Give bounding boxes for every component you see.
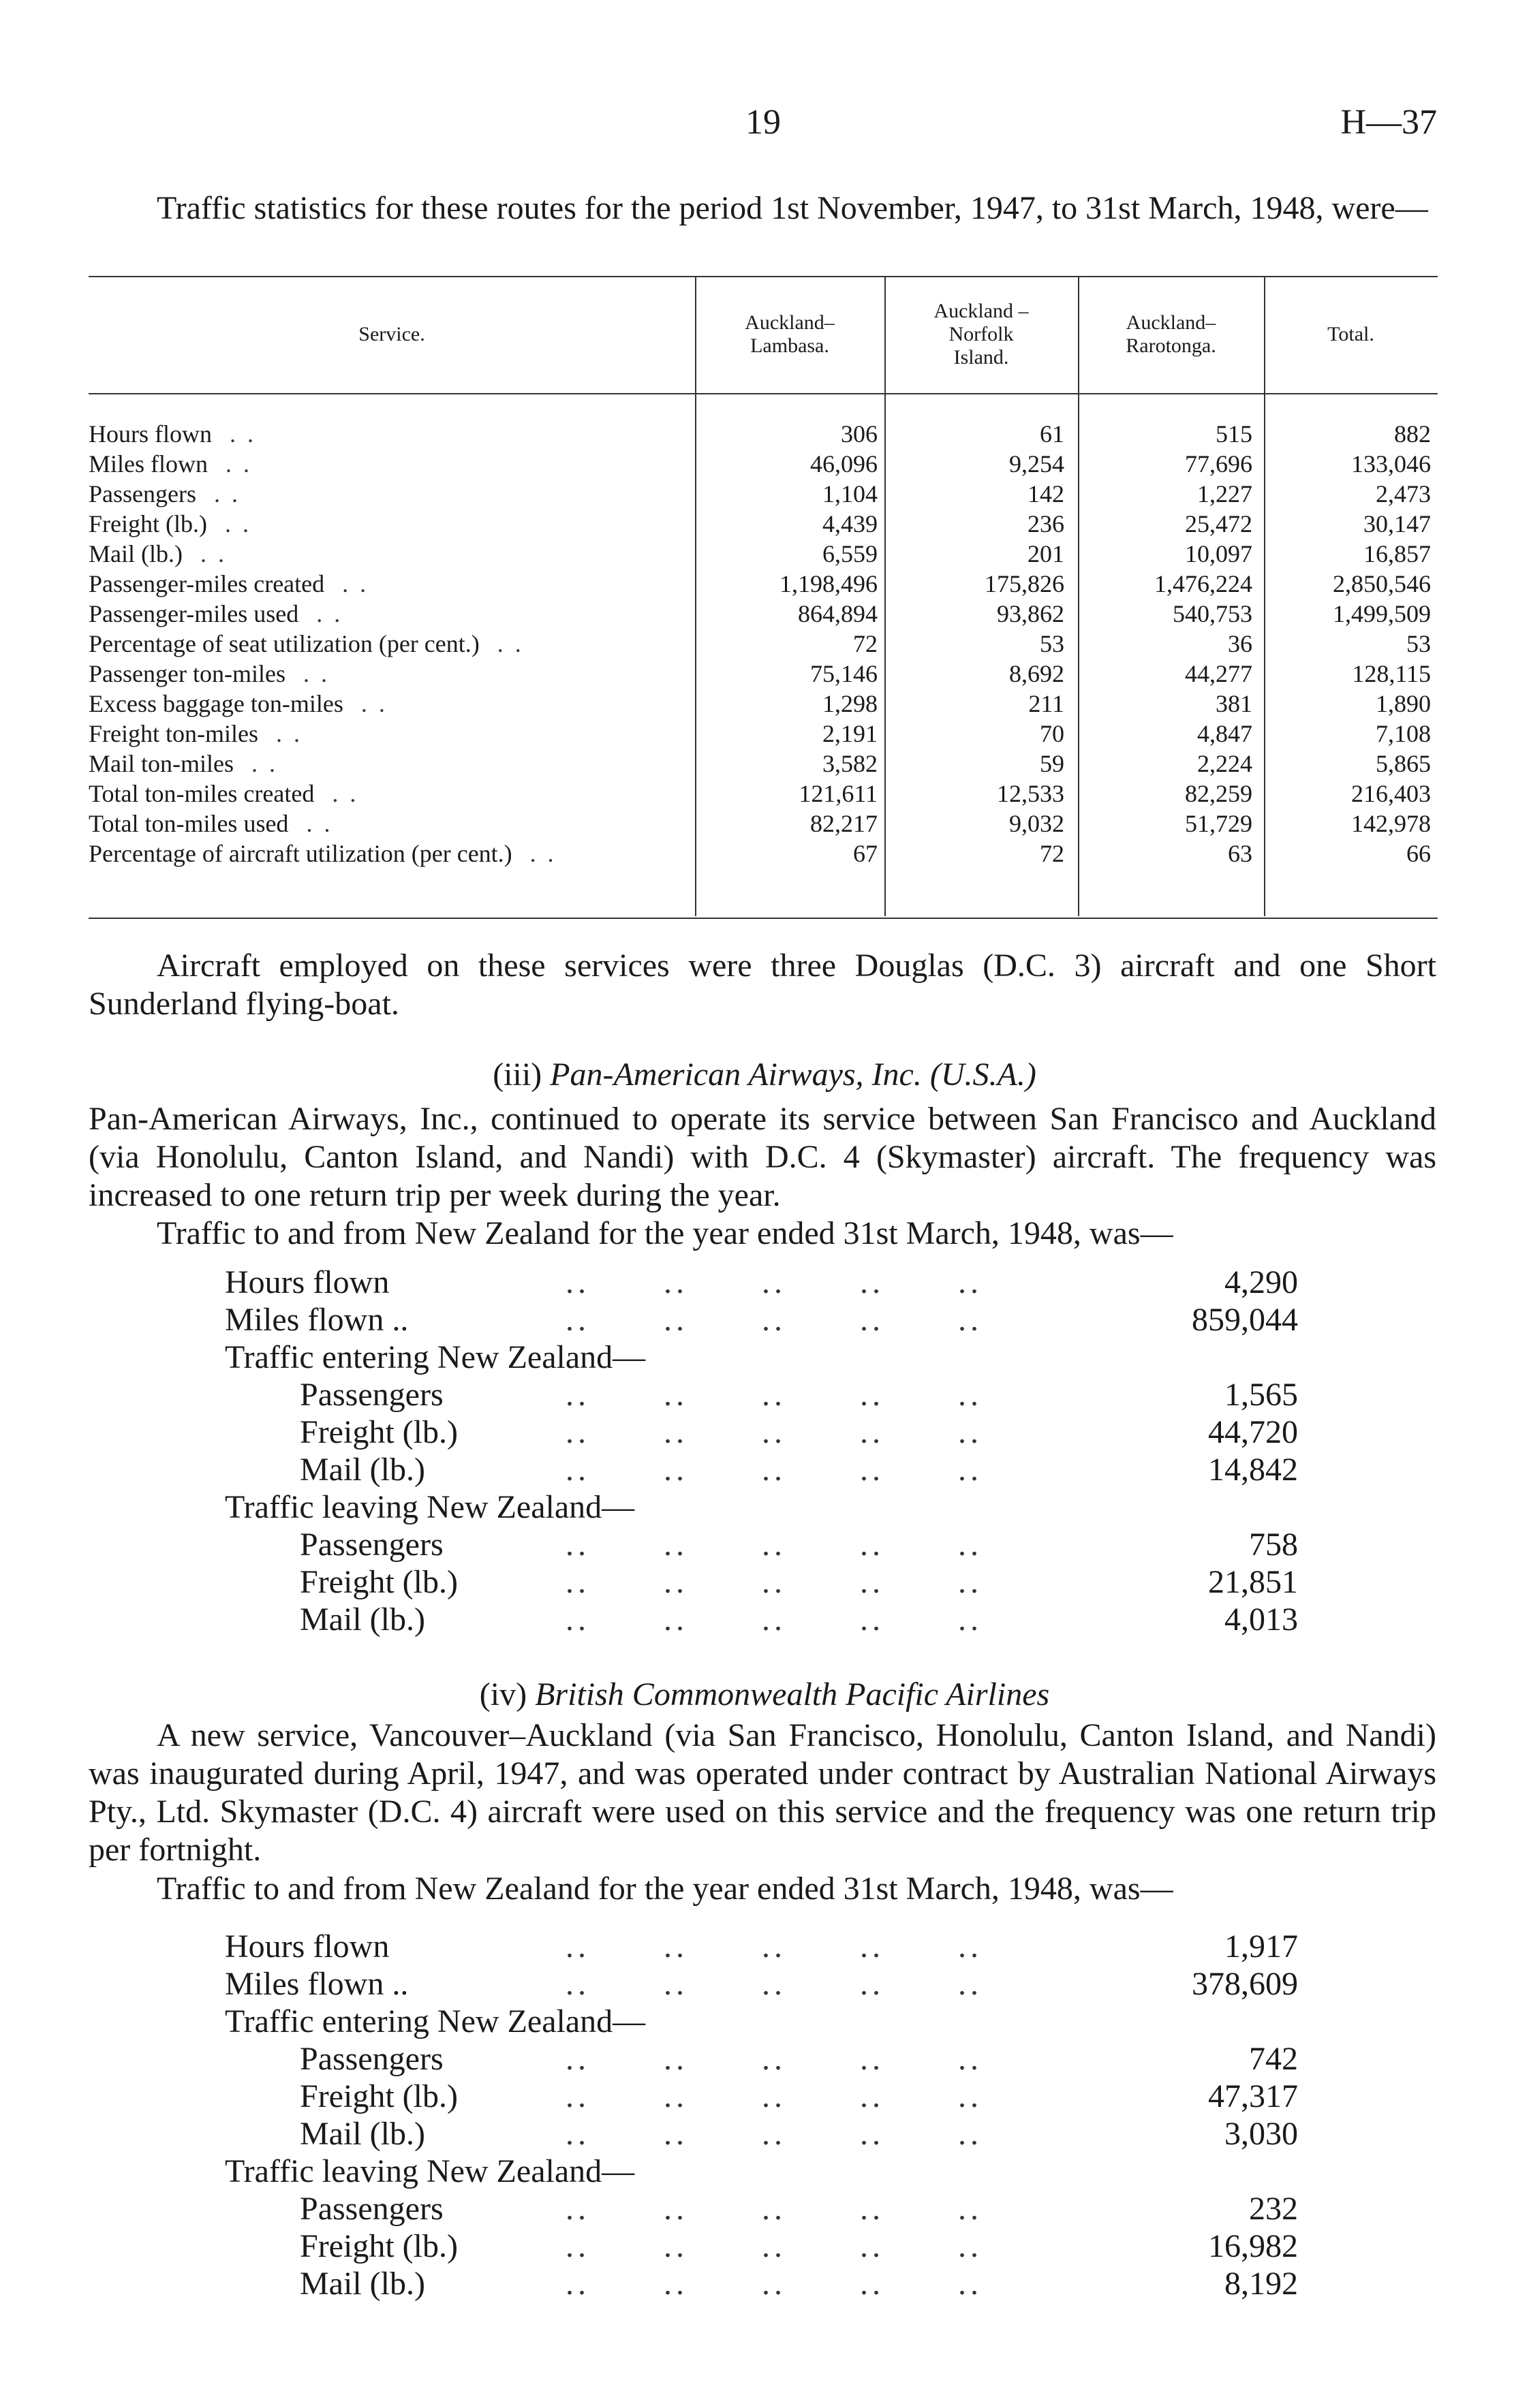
row-value: 540,753 bbox=[1173, 600, 1252, 627]
leader-dots: .. .. .. .. .. bbox=[566, 1414, 983, 1450]
leader-dots: .. .. .. .. .. bbox=[566, 1452, 983, 1488]
row-value: 8,692 bbox=[1009, 660, 1064, 687]
list-item-value: 1,917 bbox=[1224, 1928, 1298, 1965]
leader-dots: . . bbox=[196, 480, 241, 507]
page-header bbox=[0, 102, 1529, 150]
list-item bbox=[225, 1563, 1315, 1601]
row-value: 30,147 bbox=[1363, 510, 1431, 537]
list-item-label: Miles flown .. bbox=[225, 1966, 409, 2002]
list-item bbox=[225, 2227, 1315, 2266]
table-row bbox=[89, 779, 1438, 809]
row-value: 61 bbox=[1040, 420, 1064, 448]
row-value: 1,198,496 bbox=[779, 570, 878, 597]
leader-dots: .. .. .. .. .. bbox=[566, 1564, 983, 1600]
list-item-value: 758 bbox=[1249, 1527, 1298, 1563]
list-item-label: Freight (lb.) bbox=[300, 1414, 458, 1450]
page-number: 19 bbox=[745, 103, 781, 142]
list-item-value: 16,982 bbox=[1208, 2228, 1298, 2264]
list-item bbox=[225, 2040, 1315, 2078]
leader-dots: .. .. .. .. .. bbox=[566, 2266, 983, 2302]
list-item-value: 378,609 bbox=[1192, 1966, 1298, 2002]
list-item-value: 859,044 bbox=[1192, 1302, 1298, 1338]
row-value: 9,032 bbox=[1009, 810, 1064, 837]
row-value: 59 bbox=[1040, 750, 1064, 777]
leader-dots: . . bbox=[324, 570, 369, 597]
leader-dots: . . bbox=[343, 690, 388, 717]
row-label: Total ton-miles used . . bbox=[89, 810, 333, 837]
list-item-label: Miles flown .. bbox=[225, 1302, 409, 1338]
table-bottom-rule bbox=[89, 918, 1438, 919]
list-item-label: Traffic leaving New Zealand— bbox=[225, 2153, 635, 2189]
section-title: British Commonwealth Pacific Airlines bbox=[535, 1676, 1050, 1713]
row-value: 36 bbox=[1228, 630, 1252, 657]
section-heading-bcpa bbox=[0, 1676, 1529, 1714]
row-value: 77,696 bbox=[1185, 450, 1252, 478]
list-item-value: 4,013 bbox=[1224, 1601, 1298, 1638]
row-value: 1,499,509 bbox=[1333, 600, 1431, 627]
row-value: 6,559 bbox=[822, 540, 878, 567]
column-header-auckland-norfolk-island: Auckland – Norfolk Island. bbox=[933, 300, 1029, 369]
table-row bbox=[89, 449, 1438, 479]
list-item bbox=[225, 1413, 1315, 1452]
traffic-statistics-table bbox=[89, 276, 1438, 923]
row-value: 53 bbox=[1040, 630, 1064, 657]
list-item-label: Traffic entering New Zealand— bbox=[225, 1339, 646, 1375]
row-value: 7,108 bbox=[1376, 720, 1431, 747]
bcpa-traffic-list bbox=[225, 1928, 1315, 2309]
leader-dots: .. .. .. .. .. bbox=[566, 1377, 983, 1413]
table-row bbox=[89, 839, 1438, 869]
row-value: 864,894 bbox=[798, 600, 878, 627]
row-value: 2,191 bbox=[822, 720, 878, 747]
list-item-label: Traffic leaving New Zealand— bbox=[225, 1489, 635, 1525]
row-value: 1,227 bbox=[1197, 480, 1252, 507]
pan-american-paragraph: Pan-American Airways, Inc., continued to operate its service between San Francisco and Auckland (via Honolulu, Canton Island, and Nandi) with D.C. 4 (Skymaster) aircraft. The frequency was increased to one return trip per week during the year. bbox=[89, 1101, 1436, 1213]
row-value: 2,473 bbox=[1376, 480, 1431, 507]
aircraft-paragraph: Aircraft employed on these services were three Douglas (D.C. 3) aircraft and one Short Sunderland flying-boat. bbox=[89, 948, 1436, 1022]
list-item-value: 3,030 bbox=[1224, 2116, 1298, 2152]
list-item-label: Mail (lb.) bbox=[300, 2266, 425, 2302]
list-item-value: 1,565 bbox=[1224, 1377, 1298, 1413]
row-label: Passenger ton-miles . . bbox=[89, 660, 330, 687]
list-item bbox=[225, 1301, 1315, 1339]
list-item-label: Freight (lb.) bbox=[300, 2228, 458, 2264]
row-label: Miles flown . . bbox=[89, 450, 252, 478]
table-row bbox=[89, 719, 1438, 749]
list-item-value: 8,192 bbox=[1224, 2266, 1298, 2302]
list-item-label: Traffic entering New Zealand— bbox=[225, 2003, 646, 2039]
list-item-label: Mail (lb.) bbox=[300, 2116, 425, 2152]
row-value: 128,115 bbox=[1352, 660, 1431, 687]
table-row bbox=[89, 629, 1438, 659]
pan-american-traffic-intro: Traffic to and from New Zealand for the year ended 31st March, 1948, was— bbox=[157, 1215, 1173, 1251]
leader-dots: .. .. .. .. .. bbox=[566, 2041, 983, 2077]
leader-dots: . . bbox=[285, 660, 330, 687]
list-item-label: Mail (lb.) bbox=[300, 1601, 425, 1638]
row-value: 142,978 bbox=[1351, 810, 1431, 837]
section-title: Pan-American Airways, Inc. (U.S.A.) bbox=[550, 1057, 1036, 1093]
row-value: 1,298 bbox=[822, 690, 878, 717]
list-item bbox=[225, 2115, 1315, 2153]
row-value: 46,096 bbox=[810, 450, 878, 478]
list-item bbox=[225, 1601, 1315, 1639]
column-header-auckland-lambasa: Auckland– Lambasa. bbox=[745, 311, 835, 357]
row-value: 67 bbox=[853, 840, 878, 867]
column-header-auckland-rarotonga: Auckland– Rarotonga. bbox=[1126, 311, 1216, 357]
row-label: Passenger-miles created . . bbox=[89, 570, 369, 597]
row-value: 2,224 bbox=[1197, 750, 1252, 777]
row-value: 882 bbox=[1394, 420, 1431, 448]
leader-dots: . . bbox=[298, 600, 343, 627]
row-value: 44,277 bbox=[1185, 660, 1252, 687]
row-value: 51,729 bbox=[1185, 810, 1252, 837]
row-value: 10,097 bbox=[1185, 540, 1252, 567]
row-value: 515 bbox=[1216, 420, 1252, 448]
row-label: Percentage of seat utilization (per cent.) . . bbox=[89, 630, 524, 657]
bcpa-traffic-intro: Traffic to and from New Zealand for the year ended 31st March, 1948, was— bbox=[157, 1871, 1173, 1907]
row-value: 4,847 bbox=[1197, 720, 1252, 747]
leader-dots: .. .. .. .. .. bbox=[566, 1928, 983, 1965]
row-value: 70 bbox=[1040, 720, 1064, 747]
list-item bbox=[225, 2003, 1315, 2041]
row-value: 75,146 bbox=[810, 660, 878, 687]
section-heading-pan-american bbox=[0, 1056, 1529, 1094]
table-row bbox=[89, 749, 1438, 779]
leader-dots: . . bbox=[479, 630, 524, 657]
row-value: 12,533 bbox=[997, 780, 1064, 807]
row-value: 16,857 bbox=[1363, 540, 1431, 567]
row-value: 1,104 bbox=[822, 480, 878, 507]
leader-dots: .. .. .. .. .. bbox=[566, 2228, 983, 2264]
leader-dots: . . bbox=[211, 420, 256, 448]
list-item bbox=[225, 1376, 1315, 1414]
table-header-rule bbox=[89, 393, 1438, 394]
row-value: 9,254 bbox=[1009, 450, 1064, 478]
row-value: 53 bbox=[1406, 630, 1431, 657]
row-value: 142 bbox=[1028, 480, 1064, 507]
row-label: Excess baggage ton-miles . . bbox=[89, 690, 388, 717]
list-item bbox=[225, 2190, 1315, 2228]
list-item-value: 14,842 bbox=[1208, 1452, 1298, 1488]
list-item-value: 4,290 bbox=[1224, 1264, 1298, 1300]
leader-dots: .. .. .. .. .. bbox=[566, 1601, 983, 1638]
table-row bbox=[89, 509, 1438, 539]
leader-dots: . . bbox=[233, 750, 278, 777]
row-value: 306 bbox=[841, 420, 878, 448]
column-header-service: Service. bbox=[358, 323, 425, 345]
row-value: 72 bbox=[853, 630, 878, 657]
list-item bbox=[225, 1264, 1315, 1302]
row-value: 2,850,546 bbox=[1333, 570, 1431, 597]
list-item bbox=[225, 2153, 1315, 2191]
list-item-label: Hours flown bbox=[225, 1928, 390, 1965]
list-item-value: 44,720 bbox=[1208, 1414, 1298, 1450]
leader-dots: . . bbox=[206, 510, 251, 537]
leader-dots: . . bbox=[314, 780, 359, 807]
row-value: 93,862 bbox=[997, 600, 1064, 627]
table-row bbox=[89, 659, 1438, 689]
row-value: 63 bbox=[1228, 840, 1252, 867]
row-value: 201 bbox=[1028, 540, 1064, 567]
leader-dots: .. .. .. .. .. bbox=[566, 1302, 983, 1338]
row-value: 66 bbox=[1406, 840, 1431, 867]
row-value: 381 bbox=[1216, 690, 1252, 717]
row-value: 133,046 bbox=[1351, 450, 1431, 478]
bcpa-paragraph: A new service, Vancouver–Auckland (via San Francisco, Honolulu, Canton Island, and Nandi) was inaugurated during April, 1947, and was operated under contract by Australian National Airways Pty., Ltd. Skymaster (D.C. 4) aircraft were used on this service and the frequency was one return trip per fortnight. bbox=[89, 1717, 1436, 1868]
leader-dots: .. .. .. .. .. bbox=[566, 1264, 983, 1300]
row-label: Percentage of aircraft utilization (per cent.) . . bbox=[89, 840, 557, 867]
list-item bbox=[225, 2265, 1315, 2303]
row-label: Passengers . . bbox=[89, 480, 241, 507]
row-label: Mail (lb.) . . bbox=[89, 540, 227, 567]
table-row bbox=[89, 599, 1438, 629]
list-item-label: Passengers bbox=[300, 2191, 444, 2227]
table-row bbox=[89, 539, 1438, 569]
row-value: 1,476,224 bbox=[1154, 570, 1252, 597]
row-value: 5,865 bbox=[1376, 750, 1431, 777]
row-value: 121,611 bbox=[799, 780, 878, 807]
list-item-label: Passengers bbox=[300, 2041, 444, 2077]
leader-dots: . . bbox=[208, 450, 252, 478]
document-reference: H—37 bbox=[1340, 103, 1437, 142]
table-row bbox=[89, 419, 1438, 449]
table-row bbox=[89, 809, 1438, 839]
list-item-value: 232 bbox=[1249, 2191, 1298, 2227]
leader-dots: . . bbox=[182, 540, 227, 567]
leader-dots: .. .. .. .. .. bbox=[566, 1966, 983, 2002]
row-value: 4,439 bbox=[822, 510, 878, 537]
leader-dots: . . bbox=[512, 840, 557, 867]
row-value: 72 bbox=[1040, 840, 1064, 867]
column-header-total: Total. bbox=[1327, 323, 1374, 345]
row-value: 1,890 bbox=[1376, 690, 1431, 717]
leader-dots: .. .. .. .. .. bbox=[566, 1527, 983, 1563]
list-item-label: Hours flown bbox=[225, 1264, 390, 1300]
list-item bbox=[225, 1339, 1315, 1377]
leader-dots: . . bbox=[288, 810, 333, 837]
table-row bbox=[89, 689, 1438, 719]
leader-dots: .. .. .. .. .. bbox=[566, 2191, 983, 2227]
row-label: Hours flown . . bbox=[89, 420, 256, 448]
list-item bbox=[225, 1928, 1315, 1966]
row-label: Freight (lb.) . . bbox=[89, 510, 251, 537]
list-item-value: 21,851 bbox=[1208, 1564, 1298, 1600]
row-value: 175,826 bbox=[985, 570, 1064, 597]
list-item bbox=[225, 1488, 1315, 1527]
table-row bbox=[89, 479, 1438, 509]
row-label: Total ton-miles created . . bbox=[89, 780, 359, 807]
list-item bbox=[225, 2078, 1315, 2116]
list-item-label: Freight (lb.) bbox=[300, 1564, 458, 1600]
row-label: Passenger-miles used . . bbox=[89, 600, 343, 627]
list-item-value: 47,317 bbox=[1208, 2078, 1298, 2114]
row-value: 3,582 bbox=[822, 750, 878, 777]
row-label: Mail ton-miles . . bbox=[89, 750, 278, 777]
table-row bbox=[89, 569, 1438, 599]
list-item bbox=[225, 1451, 1315, 1489]
list-item-label: Freight (lb.) bbox=[300, 2078, 458, 2114]
list-item bbox=[225, 1965, 1315, 2003]
leader-dots: .. .. .. .. .. bbox=[566, 2116, 983, 2152]
row-value: 82,259 bbox=[1185, 780, 1252, 807]
list-item-value: 742 bbox=[1249, 2041, 1298, 2077]
list-item-label: Passengers bbox=[300, 1377, 444, 1413]
row-value: 25,472 bbox=[1185, 510, 1252, 537]
row-value: 82,217 bbox=[810, 810, 878, 837]
row-label: Freight ton-miles . . bbox=[89, 720, 303, 747]
row-value: 216,403 bbox=[1351, 780, 1431, 807]
list-item bbox=[225, 1526, 1315, 1564]
section-number: (iii) bbox=[493, 1057, 542, 1093]
intro-paragraph: Traffic statistics for these routes for the period 1st November, 1947, to 31st March, 1948, were— bbox=[157, 190, 1428, 226]
section-number: (iv) bbox=[479, 1676, 527, 1713]
leader-dots: . . bbox=[258, 720, 303, 747]
row-value: 236 bbox=[1028, 510, 1064, 537]
list-item-label: Mail (lb.) bbox=[300, 1452, 425, 1488]
pan-american-traffic-list bbox=[225, 1264, 1315, 1645]
list-item-label: Passengers bbox=[300, 1527, 444, 1563]
row-value: 211 bbox=[1028, 690, 1064, 717]
leader-dots: .. .. .. .. .. bbox=[566, 2078, 983, 2114]
